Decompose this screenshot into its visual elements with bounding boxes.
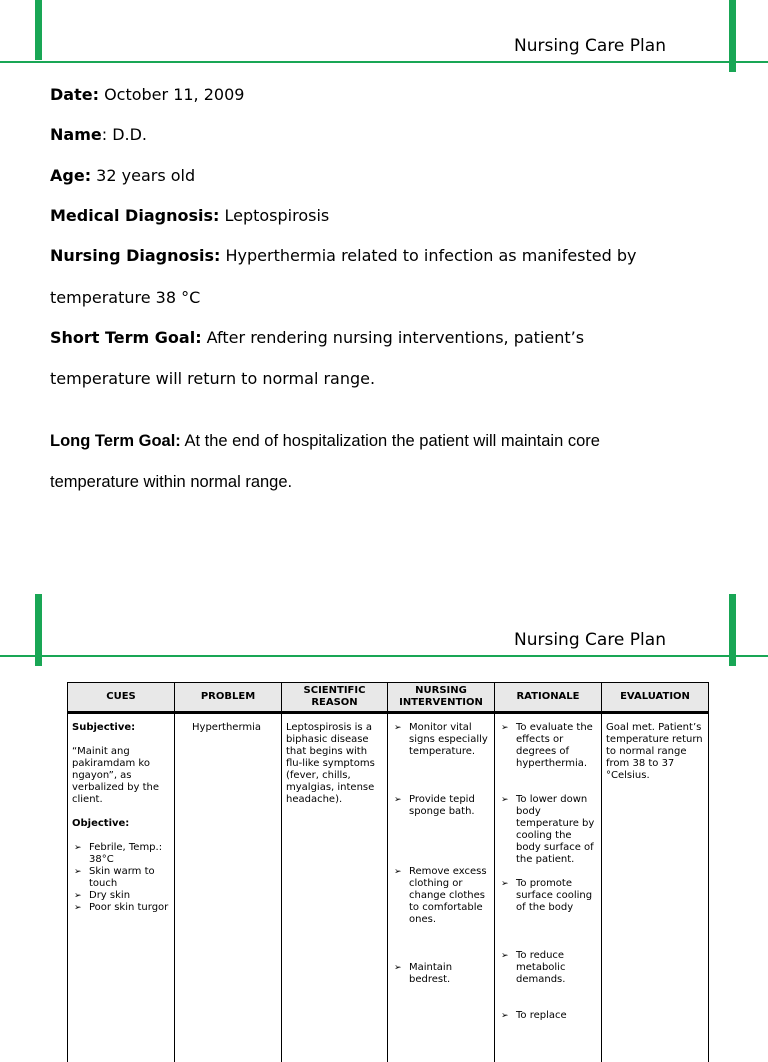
header-accent-left <box>35 0 42 60</box>
medical-diagnosis-value: Leptospirosis <box>219 206 329 225</box>
medical-diagnosis-label: Medical Diagnosis: <box>50 206 219 225</box>
objective-label: Objective: <box>72 818 170 830</box>
age-value: 32 years old <box>91 166 195 185</box>
short-term-goal-value: After rendering nursing interventions, patient’s <box>202 328 584 347</box>
short-term-goal-continued: temperature will return to normal range. <box>50 369 375 388</box>
column-header-evaluation: EVALUATION <box>602 683 709 713</box>
objective-list <box>72 842 170 914</box>
long-term-goal-field <box>50 432 600 451</box>
list-item: ➢ Poor skin turgor <box>72 902 170 914</box>
header-rule <box>0 61 768 63</box>
scientific-reason-cell <box>282 713 388 1062</box>
scientific-reason-text: Leptospirosis is a biphasic disease that begins with flu-like symptoms (fever, chills, myalgias, intense headache). <box>286 722 375 805</box>
list-item: ➢ To reduce metabolic demands. <box>499 950 597 998</box>
column-header-rationale: RATIONALE <box>495 683 602 713</box>
date-value: October 11, 2009 <box>99 85 244 104</box>
list-item: ➢ To lower down body temperature by cooling the body surface of the patient. <box>499 794 597 866</box>
page-title-2: Nursing Care Plan <box>514 630 666 650</box>
page-title: Nursing Care Plan <box>514 36 666 56</box>
subjective-text: “Mainit ang pakiramdam ko ngayon”, as verbalized by the client. <box>72 746 170 806</box>
care-plan-table <box>67 682 709 1062</box>
age-label: Age: <box>50 166 91 185</box>
intervention-list <box>392 722 490 986</box>
nursing-diagnosis-label: Nursing Diagnosis: <box>50 246 220 265</box>
list-item: ➢ To evaluate the effects or degrees of hyperthermia. <box>499 722 597 782</box>
list-item: ➢ To replace <box>499 1010 597 1022</box>
header-rule-2 <box>0 655 768 657</box>
intervention-cell <box>388 713 495 1062</box>
rationale-list <box>499 722 597 1022</box>
table-header-row <box>68 683 709 713</box>
problem-cell <box>175 713 282 1062</box>
age-field <box>50 166 195 185</box>
name-label: Name <box>50 125 102 144</box>
list-item: ➢ Skin warm to touch <box>72 866 170 890</box>
nursing-diagnosis-field <box>50 246 636 265</box>
nursing-diagnosis-value: Hyperthermia related to infection as manifested by <box>220 246 636 265</box>
rationale-cell <box>495 713 602 1062</box>
list-item: ➢ Maintain bedrest. <box>392 962 490 986</box>
medical-diagnosis-field <box>50 206 329 225</box>
short-term-goal-field <box>50 328 584 347</box>
subjective-label: Subjective: <box>72 722 170 734</box>
list-item: ➢ Remove excess clothing or change clothes to comfortable ones. <box>392 866 490 950</box>
short-term-goal-label: Short Term Goal: <box>50 328 202 347</box>
column-header-nursing-intervention: NURSING INTERVENTION <box>388 683 495 713</box>
nursing-diagnosis-continued: temperature 38 °C <box>50 288 200 307</box>
column-header-cues: CUES <box>68 683 175 713</box>
list-item: ➢ Febrile, Temp.: 38°C <box>72 842 170 866</box>
evaluation-cell <box>602 713 709 1062</box>
date-field <box>50 85 244 104</box>
list-item: ➢ To promote surface cooling of the body <box>499 878 597 938</box>
list-item: ➢ Dry skin <box>72 890 170 902</box>
name-value: : D.D. <box>102 125 147 144</box>
long-term-goal-label: Long Term Goal: <box>50 432 181 450</box>
column-header-problem: PROBLEM <box>175 683 282 713</box>
name-field <box>50 125 147 144</box>
problem-text: Hyperthermia <box>192 722 261 733</box>
cues-cell <box>68 713 175 1062</box>
long-term-goal-value: At the end of hospitalization the patient will maintain core <box>181 432 600 450</box>
list-item: ➢ Provide tepid sponge bath. <box>392 794 490 866</box>
long-term-goal-continued: temperature within normal range. <box>50 473 292 492</box>
list-item: ➢ Monitor vital signs especially temperature. <box>392 722 490 782</box>
table-row <box>68 713 709 1062</box>
column-header-scientific-reason: SCIENTIFIC REASON <box>282 683 388 713</box>
date-label: Date: <box>50 85 99 104</box>
evaluation-text: Goal met. Patient’s temperature return to normal range from 38 to 37 °Celsius. <box>606 722 703 781</box>
